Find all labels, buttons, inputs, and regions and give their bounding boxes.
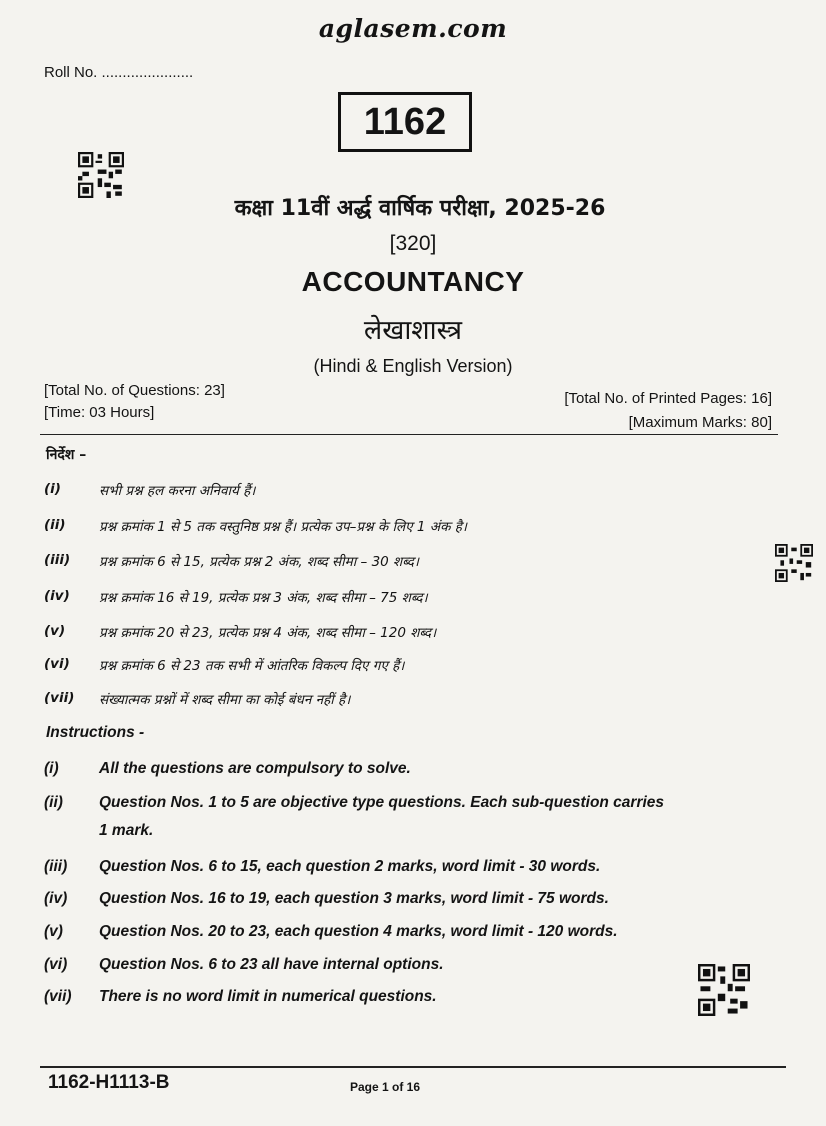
subject-english: ACCOUNTANCY xyxy=(301,266,525,297)
divider xyxy=(40,434,778,435)
footer-paper-code: 1162-H1113-B xyxy=(48,1072,170,1093)
paper-code-box: 1162 xyxy=(338,92,472,152)
version-label: (Hindi & English Version) xyxy=(313,356,513,376)
subject-code: [320] xyxy=(389,232,437,255)
footer-divider xyxy=(40,1066,786,1068)
hindi-instructions-heading: निर्देश – xyxy=(46,447,87,463)
subject-hindi: लेखाशास्त्र xyxy=(363,315,463,346)
site-watermark: aglasem.com xyxy=(318,14,508,43)
printed-pages: [Total No. of Printed Pages: 16] xyxy=(564,390,772,407)
roll-number-field: Roll No. ...................... xyxy=(44,64,194,81)
english-instructions-heading: Instructions - xyxy=(46,724,145,741)
total-questions: [Total No. of Questions: 23] xyxy=(44,382,225,399)
exam-title: कक्षा 11वीं अर्द्ध वार्षिक परीक्षा, 2025-26 xyxy=(234,196,606,221)
page-number: Page 1 of 16 xyxy=(350,1080,421,1094)
time-allowed: [Time: 03 Hours] xyxy=(44,404,155,421)
maximum-marks: [Maximum Marks: 80] xyxy=(628,414,772,431)
